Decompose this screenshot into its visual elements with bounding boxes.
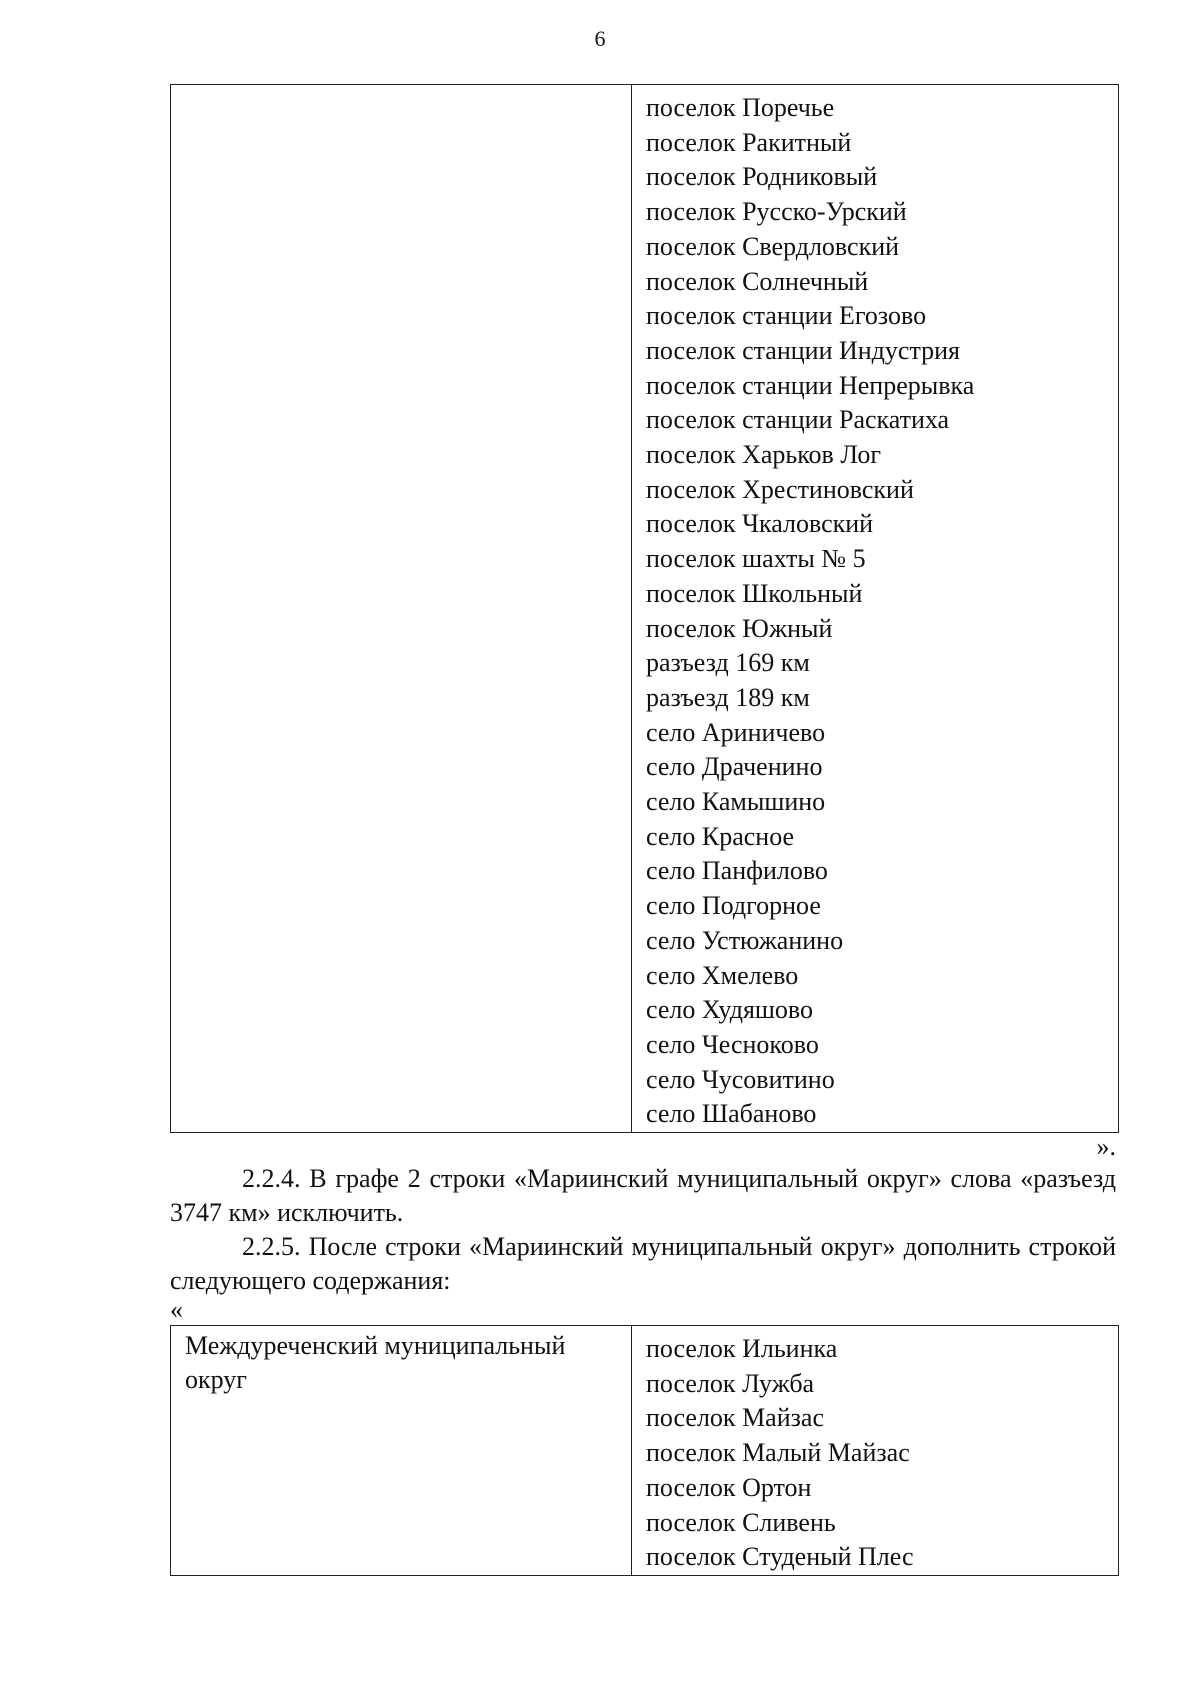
- settlement-item: поселок станции Непрерывка: [646, 370, 975, 400]
- settlements-table-continued: [170, 84, 1119, 1133]
- settlement-item: поселок станции Раскатиха: [646, 405, 950, 435]
- district-cell-empty: [171, 85, 632, 1133]
- settlements-list: [632, 91, 1118, 1132]
- mezhdurechensky-district-table: [170, 1325, 1119, 1576]
- settlement-item: поселок Сливень: [646, 1507, 836, 1537]
- settlement-item: поселок Поречье: [646, 93, 835, 122]
- settlement-item: разъезд 169 км: [646, 648, 810, 678]
- settlement-item: село Ариничево: [646, 717, 826, 747]
- settlement-item: поселок Малый Майзас: [646, 1438, 910, 1468]
- settlement-item: поселок Ортон: [646, 1472, 812, 1502]
- settlement-item: поселок Южный: [646, 613, 833, 643]
- settlement-item: поселок Ракитный: [646, 127, 852, 157]
- settlement-item: поселок Русско-Урский: [646, 197, 907, 227]
- settlement-item: село Чусовитино: [646, 1064, 835, 1094]
- settlement-item: поселок станции Индустрия: [646, 335, 960, 365]
- settlement-item: село Хмелево: [646, 960, 799, 990]
- settlements-cell: [632, 1326, 1119, 1576]
- settlement-item: поселок Ильинка: [646, 1334, 838, 1363]
- settlements-cell: [632, 85, 1119, 1133]
- table-row: [171, 85, 1119, 1133]
- settlement-item: поселок Лужба: [646, 1368, 815, 1398]
- district-name: Междуреченский муниципальный округ: [185, 1331, 566, 1394]
- settlement-item: поселок Майзас: [646, 1403, 824, 1433]
- settlement-item: поселок Харьков Лог: [646, 440, 881, 470]
- settlement-item: поселок Родниковый: [646, 162, 878, 192]
- settlement-item: поселок шахты № 5: [646, 544, 866, 574]
- settlement-item: село Красное: [646, 821, 795, 851]
- table-row: [171, 1326, 1119, 1576]
- settlement-item: поселок Школьный: [646, 578, 863, 608]
- settlement-item: село Устюжанино: [646, 925, 844, 955]
- paragraph-2-2-5: 2.2.5. После строки «Мариинский муниципальный округ» дополнить строкой следующего содержания:: [170, 1232, 1116, 1295]
- settlement-item: село Панфилово: [646, 856, 828, 886]
- closing-quote: ».: [1096, 1132, 1116, 1161]
- page-number: 6: [594, 26, 606, 51]
- settlement-item: поселок Свердловский: [646, 231, 900, 261]
- settlement-item: поселок Чкаловский: [646, 509, 874, 539]
- opening-quote: «: [170, 1295, 183, 1324]
- settlement-item: село Камышино: [646, 787, 826, 817]
- settlement-item: село Драченино: [646, 752, 823, 782]
- settlement-item: село Подгорное: [646, 891, 821, 921]
- district-cell: [171, 1326, 632, 1576]
- settlement-item: село Худяшово: [646, 995, 814, 1025]
- settlement-item: разъезд 189 км: [646, 682, 810, 712]
- paragraph-2-2-4: 2.2.4. В графе 2 строки «Мариинский муниципальный округ» слова «разъезд 3747 км» исключить.: [170, 1164, 1116, 1227]
- settlement-item: село Шабаново: [646, 1099, 817, 1129]
- settlement-item: поселок Солнечный: [646, 266, 869, 296]
- settlement-item: поселок станции Егозово: [646, 301, 927, 331]
- settlement-item: поселок Хрестиновский: [646, 474, 914, 504]
- settlement-item: село Чесноково: [646, 1029, 819, 1059]
- settlements-list: [632, 1332, 1118, 1575]
- settlement-item: поселок Студеный Плес: [646, 1542, 914, 1572]
